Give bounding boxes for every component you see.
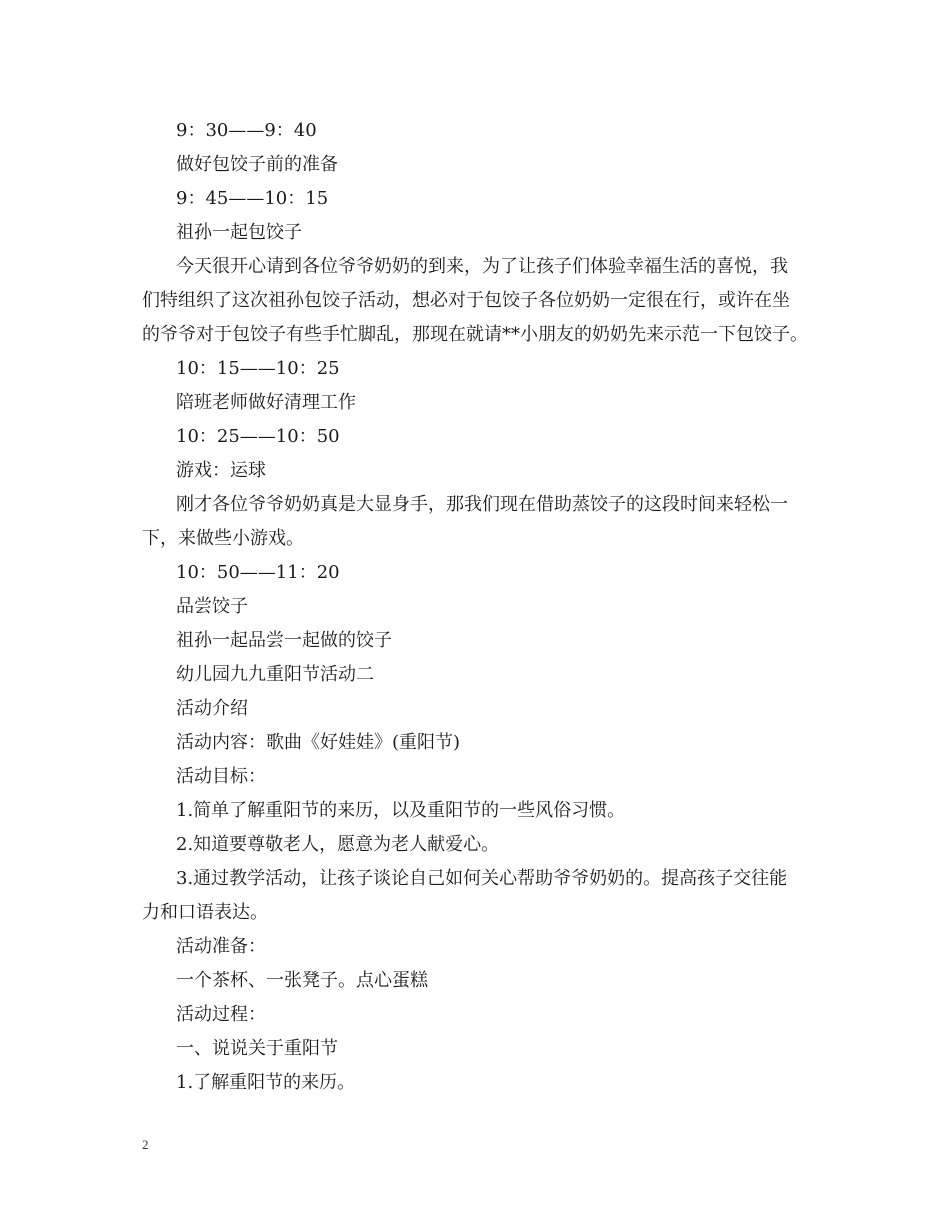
paragraph-line: 10：15——10：25 — [176, 358, 340, 379]
paragraph-line: 游戏：运球 — [176, 460, 266, 481]
paragraph-line: 一个茶杯、一张凳子。点心蛋糕 — [176, 970, 428, 991]
paragraph-line: 10：50——11：20 — [176, 562, 340, 583]
paragraph-line: 活动准备： — [176, 936, 266, 957]
paragraph-line: 2.知道要尊敬老人，愿意为老人献爱心。 — [176, 834, 500, 855]
paragraph-line: 10：25——10：50 — [176, 426, 340, 447]
paragraph-line: 祖孙一起品尝一起做的饺子 — [176, 630, 392, 651]
paragraph-line: 9：45——10：15 — [176, 188, 329, 209]
paragraph-line: 力和口语表达。 — [142, 902, 268, 923]
paragraph-line: 1.了解重阳节的来历。 — [176, 1072, 356, 1093]
paragraph-line: 刚才各位爷爷奶奶真是大显身手，那我们现在借助蒸饺子的这段时间来轻松一 — [176, 494, 788, 515]
paragraph-line: 品尝饺子 — [176, 596, 248, 617]
paragraph-line: 活动内容：歌曲《好娃娃》(重阳节) — [176, 732, 461, 753]
document-body — [142, 114, 822, 1100]
paragraph-line: 1.简单了解重阳节的来历，以及重阳节的一些风俗习惯。 — [176, 800, 626, 821]
paragraph-line: 9：30——9：40 — [176, 120, 317, 141]
paragraph-line: 陪班老师做好清理工作 — [176, 392, 356, 413]
paragraph-line: 祖孙一起包饺子 — [176, 222, 302, 243]
paragraph-line: 下，来做些小游戏。 — [142, 528, 304, 549]
page-number: 2 — [142, 1137, 149, 1152]
paragraph-line: 活动过程： — [176, 1004, 266, 1025]
paragraph-line: 一、说说关于重阳节 — [176, 1038, 338, 1059]
paragraph-line: 幼儿园九九重阳节活动二 — [176, 664, 374, 685]
paragraph-line: 们特组织了这次祖孙包饺子活动，想必对于包饺子各位奶奶一定很在行，或许在坐 — [142, 290, 790, 311]
paragraph-line: 3.通过教学活动，让孩子谈论自己如何关心帮助爷爷奶奶的。提高孩子交往能 — [176, 868, 788, 889]
paragraph-line: 做好包饺子前的准备 — [176, 154, 338, 175]
paragraph-line: 活动目标： — [176, 766, 266, 787]
paragraph-line: 今天很开心请到各位爷爷奶奶的到来，为了让孩子们体验幸福生活的喜悦，我 — [176, 256, 788, 277]
paragraph-line: 活动介绍 — [176, 698, 248, 719]
paragraph-line: 的爷爷对于包饺子有些手忙脚乱，那现在就请**小朋友的奶奶先来示范一下包饺子。 — [142, 324, 808, 345]
